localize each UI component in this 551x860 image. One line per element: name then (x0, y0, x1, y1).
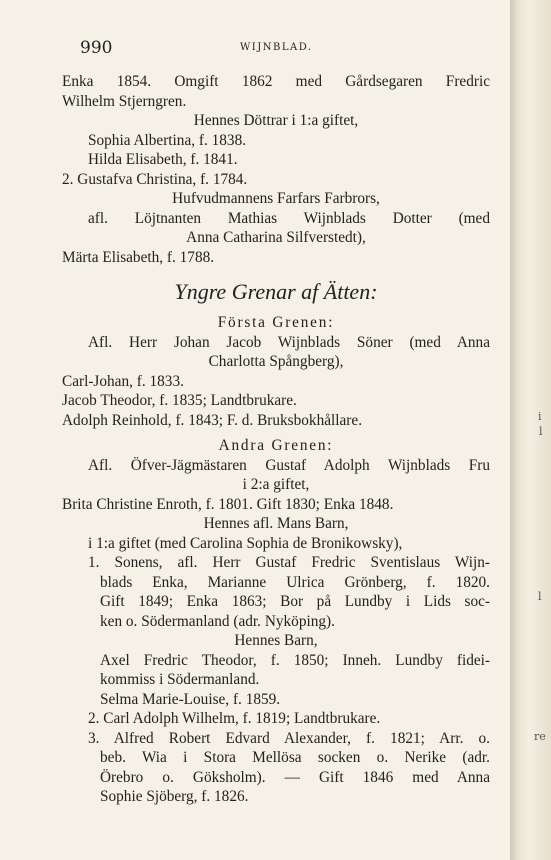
text-line: Märta Elisabeth, f. 1788. (62, 248, 215, 266)
body-text (62, 72, 490, 807)
text-line: beb. Wia i Stora Mellösa socken o. Nerike (adr. (100, 749, 490, 766)
text-line: ken o. Södermanland (adr. Nyköping). (100, 612, 335, 630)
text-line: Axel Fredric Theodor, f. 1850; Inneh. Lundby fidei- (100, 651, 490, 669)
text-line: Sophia Albertina, f. 1838. (88, 131, 247, 149)
page-header (80, 38, 472, 58)
text-line: Adolph Reinhold, f. 1843; F. d. Bruksbokhållare. (62, 411, 363, 429)
text-line: Anna Catharina Silfverstedt), (186, 229, 366, 246)
text-line: Carl-Johan, f. 1833. (62, 372, 184, 390)
text-line: Hennes Barn, (234, 632, 318, 649)
gutter-mark: i (538, 410, 542, 423)
text-line: Selma Marie-Louise, f. 1859. (100, 690, 281, 708)
text-line: Örebro o. Göksholm). — Gift 1846 med Anna (100, 768, 490, 786)
text-line: i 2:a giftet, (242, 476, 310, 493)
text-line: Afl. Herr Johan Jacob Wijnblads Söner (med Anna (88, 333, 490, 351)
running-head: WIJNBLAD. (240, 42, 313, 53)
text-line: Sophie Sjöberg, f. 1826. (100, 788, 249, 805)
book-gutter (510, 0, 551, 860)
text-line: blads Enka, Marianne Ulrica Grönberg, f. 1820. (100, 573, 490, 591)
text-line: 2. Carl Adolph Wilhelm, f. 1819; Landtbrukare. (88, 710, 381, 727)
text-line: Hufvudmannens Farfars Farbrors, (172, 190, 380, 207)
paragraph-block-b (62, 313, 490, 430)
text-line: Hennes afl. Mans Barn, (203, 515, 349, 532)
text-line: Afl. Öfver-Jägmästaren Gustaf Adolph Wijnblads Fru (88, 456, 490, 474)
gutter-mark: l (539, 425, 543, 438)
text-line: Gift 1849; Enka 1863; Bor på Lundby i Lids soc- (100, 593, 490, 610)
text-line: 1. Sonens, afl. Herr Gustaf Fredric Sventislaus Wijn- (88, 554, 490, 571)
text-line: 2. Gustafva Christina, f. 1784. (62, 170, 248, 188)
text-line: Jacob Theodor, f. 1835; Landtbrukare. (62, 392, 297, 409)
gutter-mark: l (538, 590, 542, 603)
text-line: Charlotta Spångberg), (208, 353, 344, 370)
text-line: i 1:a giftet (med Carolina Sophia de Bronikowsky), (88, 534, 403, 552)
paragraph-block-a (62, 72, 490, 267)
gutter-mark: re (534, 730, 546, 743)
text-line: Brita Christine Enroth, f. 1801. Gift 1830; Enka 1848. (62, 495, 394, 513)
text-line: Enka 1854. Omgift 1862 med Gårdsegaren Fredric (62, 73, 490, 90)
page-number: 990 (80, 38, 113, 58)
text-line: Hilda Elisabeth, f. 1841. (88, 151, 238, 168)
text-line: Wilhelm Stjerngren. (62, 92, 187, 110)
text-line: Andra Grenen: (218, 437, 334, 454)
section-title: Yngre Grenar af Ätten: (174, 279, 378, 304)
paragraph-block-c (62, 436, 490, 807)
text-line: Hennes Döttrar i 1:a giftet, (193, 112, 359, 129)
text-line: 3. Alfred Robert Edvard Alexander, f. 1821; Arr. o. (88, 729, 490, 747)
text-line: afl. Löjtnanten Mathias Wijnblads Dotter (med (88, 209, 490, 227)
text-line: kommiss i Södermanland. (100, 671, 260, 688)
text-line: Första Grenen: (217, 314, 335, 331)
